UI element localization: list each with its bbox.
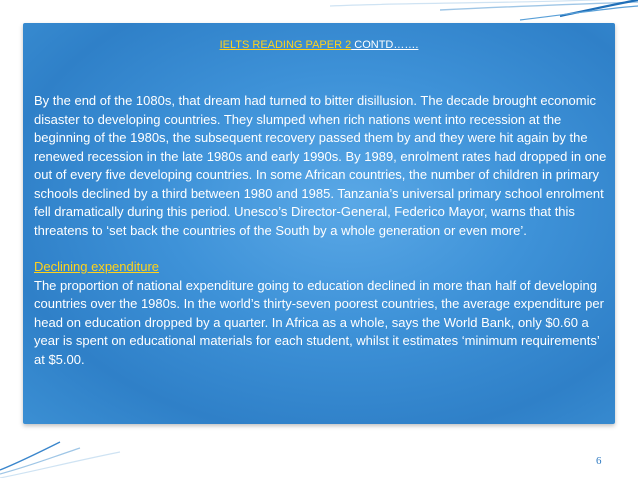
page-number: 6 bbox=[596, 455, 602, 467]
slide-title-highlight: IELTS READING PAPER 2 bbox=[219, 39, 352, 51]
slide-title-rest: CONTD……. bbox=[351, 39, 419, 51]
body-paragraph-1: By the end of the 1080s, that dream had turned to bitter disillusion. The decade brought economic disaster to developing countries. They slumped when rich nations went into recession at the beginning of the 1980s, the subsequent recovery passed them by and they were hit again by the renewed recession in the late 1980s and early 1990s. By 1989, enrolment rates had dropped in one out of every five developing countries. In some African countries, the number of children in primary schools declined by a third between 1980 and 1985. Tanzania’s universal primary school enrolment fell dramatically during this period. Unesco’s Director-General, Federico Mayor, warns that this threatens to ‘set back the countries of the South by a whole generation or even more’. bbox=[34, 93, 607, 238]
slide-title bbox=[23, 38, 615, 52]
section-heading: Declining expenditure bbox=[34, 259, 160, 274]
content-panel bbox=[23, 23, 615, 424]
body-paragraph-2: The proportion of national expenditure going to education declined in more than half of developing countries over the 1980s. In the world’s thirty-seven poorest countries, the average expenditure per head on education dropped by a quarter. In Africa as a whole, says the World Bank, only $0.60 a year is spent on educational materials for each student, whilst it estimates ‘minimum requirements’ at $5.00. bbox=[34, 277, 604, 367]
slide-body bbox=[34, 92, 610, 369]
